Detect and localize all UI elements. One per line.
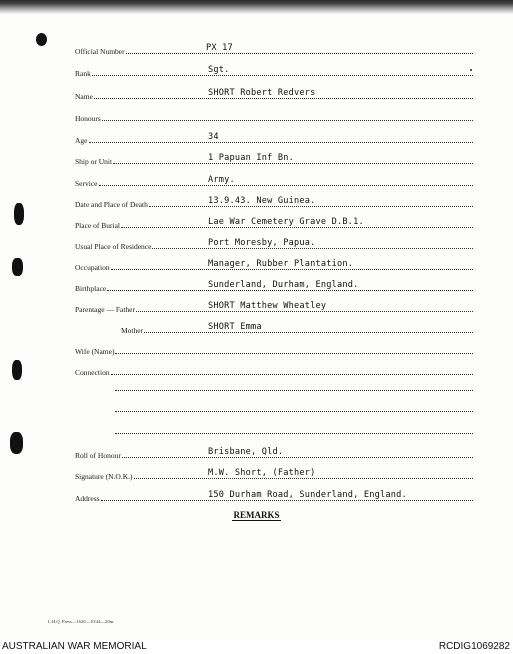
field-label: Mother bbox=[121, 326, 144, 335]
field-value: 34 bbox=[208, 132, 219, 142]
blank-line bbox=[115, 410, 473, 412]
field-label: Place of Burial bbox=[75, 221, 120, 230]
field-value: Port Moresby, Papua. bbox=[208, 238, 316, 248]
field-label: Honours bbox=[75, 114, 101, 123]
field-row-wife bbox=[75, 340, 473, 356]
field-value: Sgt. bbox=[208, 65, 230, 75]
field-value: SHORT Matthew Wheatley bbox=[208, 301, 327, 311]
binding-mark-icon bbox=[12, 360, 22, 380]
field-row-birthplace bbox=[75, 277, 473, 293]
field-value: 13.9.43. New Guinea. bbox=[208, 196, 316, 206]
field-row-connection bbox=[75, 361, 473, 377]
archive-footer bbox=[0, 640, 513, 654]
field-label: Address bbox=[75, 494, 100, 503]
field-value: 1 Papuan Inf Bn. bbox=[208, 153, 294, 163]
field-row-age bbox=[75, 129, 473, 145]
record-id: RCDIG1069282 bbox=[438, 641, 510, 652]
field-row-rank bbox=[75, 62, 473, 78]
field-label: Signature (N.O.K.) bbox=[75, 472, 133, 481]
field-label: Wife (Name) bbox=[75, 347, 115, 356]
field-value: Manager, Rubber Plantation. bbox=[208, 259, 354, 269]
field-row-date-place-death bbox=[75, 193, 473, 209]
binding-mark-icon bbox=[12, 258, 23, 276]
field-value: Brisbane, Qld. bbox=[208, 447, 284, 457]
field-label: Date and Place of Death bbox=[75, 200, 148, 209]
field-row-place-burial bbox=[75, 214, 473, 230]
archive-name: AUSTRALIAN WAR MEMORIAL bbox=[2, 641, 147, 652]
printer-note: L.H.Q. Press—1626—10/44—20m. bbox=[48, 619, 115, 624]
punch-hole-icon bbox=[36, 33, 47, 46]
field-label: Official Number bbox=[75, 47, 125, 56]
binding-mark-icon bbox=[10, 432, 23, 454]
field-value: SHORT Emma bbox=[208, 322, 262, 332]
field-label: Ship or Unit bbox=[75, 157, 113, 166]
field-label: Service bbox=[75, 179, 98, 188]
field-label: Name bbox=[75, 92, 93, 101]
scan-top-edge bbox=[0, 0, 513, 14]
field-row-service bbox=[75, 172, 473, 188]
field-row-usual-residence bbox=[75, 235, 473, 251]
remarks-heading: REMARKS bbox=[233, 510, 280, 520]
field-label: Occupation bbox=[75, 263, 110, 272]
field-value: Lae War Cemetery Grave D.B.1. bbox=[208, 217, 364, 227]
field-value: Sunderland, Durham, England. bbox=[208, 280, 359, 290]
binding-holes bbox=[0, 0, 40, 640]
field-row-occupation bbox=[75, 256, 473, 272]
field-row-address bbox=[75, 487, 473, 503]
field-label: Age bbox=[75, 136, 88, 145]
field-value: Army. bbox=[208, 175, 235, 185]
field-row-roll-of-honour bbox=[75, 444, 473, 460]
field-row-mother bbox=[75, 319, 473, 335]
field-row-father bbox=[75, 298, 473, 314]
field-label: Usual Place of Residence bbox=[75, 242, 152, 251]
field-row-official-number bbox=[75, 40, 473, 56]
field-value: M.W. Short, (Father) bbox=[208, 468, 316, 478]
blank-line bbox=[115, 432, 473, 434]
field-label: Parentage — Father bbox=[75, 305, 135, 314]
binding-mark-icon bbox=[14, 203, 24, 225]
blank-line bbox=[115, 389, 473, 391]
field-row-ship-or-unit bbox=[75, 150, 473, 166]
field-label: Birthplace bbox=[75, 284, 107, 293]
field-value: 150 Durham Road, Sunderland, England. bbox=[208, 490, 407, 500]
field-value: SHORT Robert Redvers bbox=[208, 88, 316, 98]
field-value: PX 17 bbox=[206, 43, 233, 53]
field-row-honours bbox=[75, 107, 473, 123]
field-row-name bbox=[75, 85, 473, 101]
field-label: Connection bbox=[75, 368, 110, 377]
field-label: Rank bbox=[75, 69, 91, 78]
field-row-signature bbox=[75, 465, 473, 481]
field-label: Roll of Honour bbox=[75, 451, 121, 460]
